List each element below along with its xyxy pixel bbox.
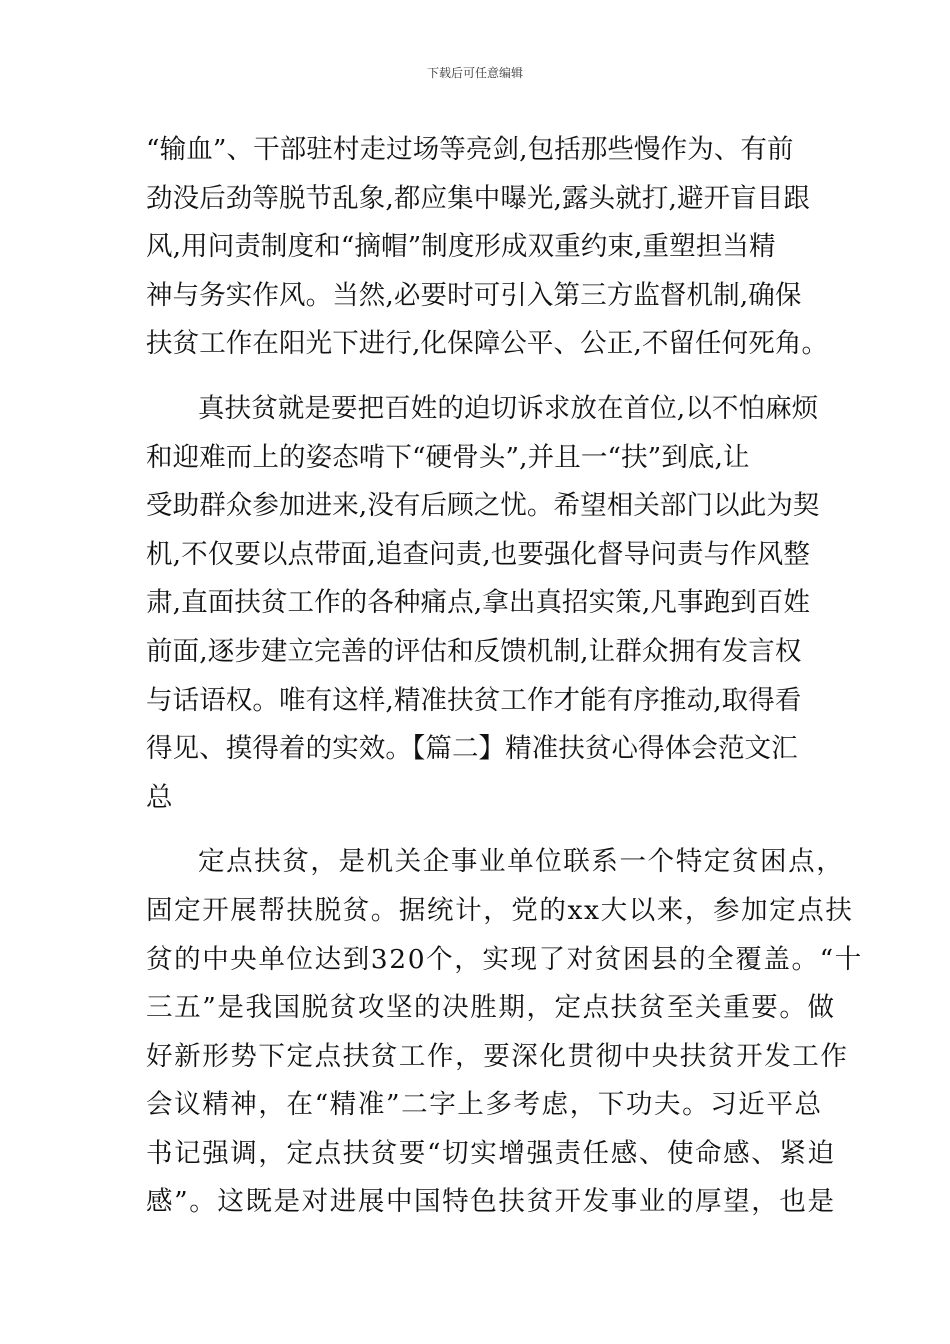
page-header-note: 下载后可任意编辑: [426, 66, 523, 80]
text-line: 定点扶贫，是机关企事业单位联系一个特定贫困点，: [198, 846, 845, 878]
text-line: 三五”是我国脱贫攻坚的决胜期，定点扶贫至关重要。做: [146, 992, 836, 1024]
text-line: 神与务实作风。当然,必要时可引入第三方监督机制,确保: [146, 279, 802, 311]
paragraph-1: [146, 126, 829, 369]
text-line: 会议精神，在“精准”二字上多考虑，下功夫。习近平总: [146, 1089, 823, 1121]
text-line: 风,用问责制度和“摘帽”制度形成双重约束,重塑担当精: [146, 231, 776, 263]
document-body: [146, 126, 863, 1227]
paragraph-gap: [146, 369, 808, 385]
paragraph-2: [146, 385, 820, 822]
text-line: 和迎难而上的姿态啃下“硬骨头”,并且一“扶”到底,让: [146, 441, 750, 473]
text-line: 得见、摸得着的实效。【篇二】精准扶贫心得体会范文汇: [146, 733, 798, 765]
paragraph-gap: [146, 822, 808, 838]
text-line: 受助群众参加进来,没有后顾之忧。希望相关部门以此为契: [146, 490, 820, 522]
text-line: 固定开展帮扶脱贫。据统计，党的xx大以来，参加定点扶: [146, 894, 854, 926]
text-line: 机,不仅要以点带面,追查问责,也要强化督导问责与作风整: [146, 538, 810, 570]
text-line: 劲没后劲等脱节乱象,都应集中曝光,露头就打,避开盲目跟: [146, 182, 810, 214]
paragraph-3: [146, 838, 863, 1227]
text-line: 与话语权。唯有这样,精准扶贫工作才能有序推动,取得看: [146, 684, 802, 716]
text-line: 前面,逐步建立完善的评估和反馈机制,让群众拥有发言权: [146, 635, 802, 667]
text-line: 好新形势下定点扶贫工作，要深化贯彻中央扶贫开发工作: [146, 1040, 849, 1072]
text-line: 总: [146, 781, 173, 813]
text-line: 贫的中央单位达到320个，实现了对贫困县的全覆盖。“十: [146, 943, 863, 975]
text-line: “输血”、干部驻村走过场等亮剑,包括那些慢作为、有前: [146, 134, 794, 165]
text-line: 扶贫工作在阳光下进行,化保障公平、公正,不留任何死角。: [146, 328, 829, 360]
text-line: 肃,直面扶贫工作的各种痛点,拿出真招实策,凡事跑到百姓: [146, 587, 810, 619]
text-line: 感”。这既是对进展中国特色扶贫开发事业的厚望，也是: [146, 1186, 836, 1218]
text-line: 书记强调，定点扶贫要“切实增强责任感、使命感、紧迫: [146, 1137, 836, 1169]
text-line: 真扶贫就是要把百姓的迫切诉求放在首位,以不怕麻烦: [198, 392, 819, 424]
